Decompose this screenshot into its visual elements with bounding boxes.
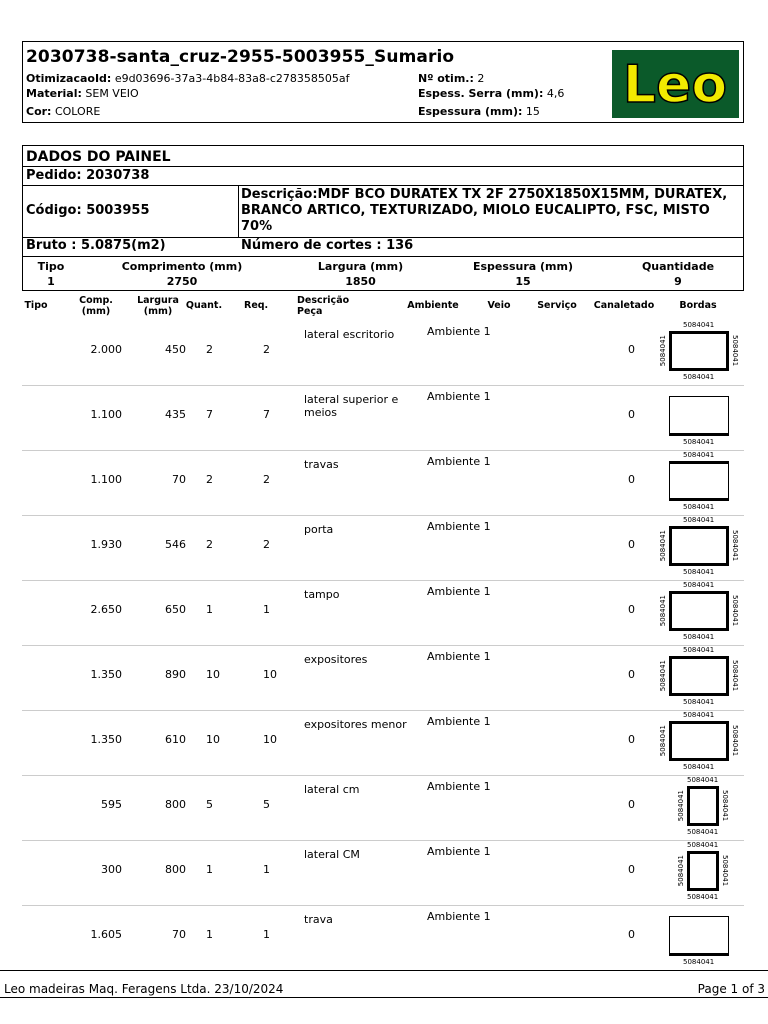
cell-comp: 1.350 — [90, 733, 122, 746]
cell-quant: 10 — [206, 668, 220, 681]
cell-canaletado: 0 — [628, 928, 635, 941]
edge-bottom-label: 5084041 — [683, 958, 715, 966]
divider — [238, 185, 239, 237]
panel-val-esp: 15 — [515, 275, 531, 288]
cell-comp: 2.650 — [90, 603, 122, 616]
cell-descricao: trava — [304, 913, 333, 926]
edge-bottom-label: 5084041 — [687, 828, 719, 836]
edge-right-label: 5084041 — [731, 530, 739, 562]
divider — [23, 185, 743, 186]
cell-req: 1 — [263, 603, 270, 616]
cell-ambiente: Ambiente 1 — [427, 845, 491, 858]
edge-bottom-label: 5084041 — [683, 373, 715, 381]
cell-comp: 595 — [101, 798, 122, 811]
cell-ambiente: Ambiente 1 — [427, 455, 491, 468]
edge-top-label: 5084041 — [683, 646, 715, 654]
cell-canaletado: 0 — [628, 733, 635, 746]
edge-top-label: 5084041 — [683, 321, 715, 329]
edge-banding-diagram — [669, 916, 729, 956]
panel-col-larg: Largura (mm) — [317, 260, 404, 273]
table-row — [22, 516, 744, 581]
cell-req: 1 — [263, 863, 270, 876]
cor-field: Cor: COLORE — [26, 105, 101, 118]
cell-comp: 1.100 — [90, 473, 122, 486]
company-logo — [612, 50, 739, 118]
edge-banding-diagram — [669, 461, 729, 501]
cell-largura: 800 — [165, 863, 186, 876]
cell-ambiente: Ambiente 1 — [427, 780, 491, 793]
notim-field: Nº otim.: 2 — [418, 72, 485, 85]
cell-quant: 1 — [206, 863, 213, 876]
cell-canaletado: 0 — [628, 668, 635, 681]
serra-field: Espess. Serra (mm): 4,6 — [418, 87, 565, 100]
edge-left-label: 5084041 — [659, 335, 667, 367]
cell-largura: 70 — [172, 928, 186, 941]
edge-right-label: 5084041 — [731, 595, 739, 627]
svg-text:Leo: Leo — [622, 55, 728, 115]
th-tipo: Tipo — [24, 300, 48, 311]
cell-descricao: expositores menor — [304, 718, 407, 731]
table-row — [22, 321, 744, 386]
cell-comp: 1.350 — [90, 668, 122, 681]
cell-quant: 2 — [206, 473, 213, 486]
cell-canaletado: 0 — [628, 863, 635, 876]
edge-banding-diagram — [687, 851, 719, 891]
edge-bottom-label: 5084041 — [687, 893, 719, 901]
cell-largura: 610 — [165, 733, 186, 746]
panel-title: DADOS DO PAINEL — [26, 149, 171, 165]
edge-bottom-label: 5084041 — [683, 763, 715, 771]
th-req: Req. — [244, 300, 269, 311]
th-quant: Quant. — [185, 300, 223, 311]
th-descricao: Descrição Peça — [297, 295, 350, 317]
footer-divider — [0, 970, 768, 971]
espessura-field: Espessura (mm): 15 — [418, 105, 540, 118]
codigo: Código: 5003955 — [26, 203, 150, 218]
cell-ambiente: Ambiente 1 — [427, 650, 491, 663]
th-ambiente: Ambiente — [407, 300, 459, 311]
cell-descricao: porta — [304, 523, 334, 536]
cell-largura: 450 — [165, 343, 186, 356]
cell-ambiente: Ambiente 1 — [427, 585, 491, 598]
logo-leo — [612, 50, 739, 118]
th-bordas: Bordas — [679, 300, 717, 311]
edge-left-label: 5084041 — [659, 660, 667, 692]
th-comp: Comp. (mm) — [79, 295, 113, 317]
cell-ambiente: Ambiente 1 — [427, 325, 491, 338]
edge-banding-diagram — [669, 721, 729, 761]
edge-bottom-label: 5084041 — [683, 503, 715, 511]
cell-comp: 1.930 — [90, 538, 122, 551]
th-largura: Largura (mm) — [137, 295, 179, 317]
panel-col-tipo: Tipo — [37, 260, 65, 273]
cell-req: 2 — [263, 343, 270, 356]
cell-req: 1 — [263, 928, 270, 941]
cell-req: 7 — [263, 408, 270, 421]
cell-largura: 650 — [165, 603, 186, 616]
material-field: Material: SEM VEIO — [26, 87, 139, 100]
edge-top-label: 5084041 — [687, 841, 719, 849]
edge-top-label: 5084041 — [683, 711, 715, 719]
cell-descricao: travas — [304, 458, 339, 471]
otimizacao-field: OtimizacaoId: e9d03696-37a3-4b84-83a8-c278358505af — [26, 72, 350, 85]
edge-top-label: 5084041 — [683, 581, 715, 589]
cell-req: 2 — [263, 473, 270, 486]
edge-left-label: 5084041 — [659, 530, 667, 562]
edge-right-label: 5084041 — [721, 790, 729, 822]
panel-col-qtd: Quantidade — [641, 260, 715, 273]
cell-canaletado: 0 — [628, 798, 635, 811]
edge-right-label: 5084041 — [731, 725, 739, 757]
cell-canaletado: 0 — [628, 343, 635, 356]
cell-quant: 1 — [206, 603, 213, 616]
cell-largura: 70 — [172, 473, 186, 486]
cell-descricao: tampo — [304, 588, 340, 601]
cell-largura: 435 — [165, 408, 186, 421]
cell-descricao: lateral escritorio — [304, 328, 395, 341]
bruto: Bruto : 5.0875(m2) — [26, 238, 166, 253]
cell-req: 5 — [263, 798, 270, 811]
divider — [23, 166, 743, 167]
edge-left-label: 5084041 — [677, 790, 685, 822]
th-veio: Veio — [487, 300, 511, 311]
cell-req: 2 — [263, 538, 270, 551]
table-row — [22, 386, 744, 451]
edge-left-label: 5084041 — [659, 595, 667, 627]
table-row — [22, 776, 744, 841]
table-row — [22, 451, 744, 516]
edge-bottom-label: 5084041 — [683, 568, 715, 576]
panel-val-comp: 2750 — [166, 275, 198, 288]
edge-top-label: 5084041 — [683, 516, 715, 524]
cell-req: 10 — [263, 668, 277, 681]
th-canaletado: Canaletado — [593, 300, 655, 311]
report-header — [22, 41, 744, 123]
cell-comp: 2.000 — [90, 343, 122, 356]
edge-banding-diagram — [669, 591, 729, 631]
panel-data — [22, 145, 744, 291]
divider — [23, 256, 743, 257]
cell-canaletado: 0 — [628, 473, 635, 486]
table-row — [22, 841, 744, 906]
edge-left-label: 5084041 — [677, 855, 685, 887]
cell-canaletado: 0 — [628, 603, 635, 616]
cell-largura: 546 — [165, 538, 186, 551]
cell-quant: 2 — [206, 343, 213, 356]
footer-divider — [0, 997, 768, 998]
cell-canaletado: 0 — [628, 538, 635, 551]
edge-banding-diagram — [669, 526, 729, 566]
panel-col-comp: Comprimento (mm) — [121, 260, 243, 273]
cell-ambiente: Ambiente 1 — [427, 390, 491, 403]
cell-req: 10 — [263, 733, 277, 746]
footer-company: Leo madeiras Maq. Feragens Ltda. 23/10/2024 — [4, 982, 284, 996]
edge-top-label: 5084041 — [687, 776, 719, 784]
cell-largura: 890 — [165, 668, 186, 681]
cell-descricao: lateral CM — [304, 848, 360, 861]
cell-comp: 1.100 — [90, 408, 122, 421]
cell-comp: 1.605 — [90, 928, 122, 941]
cell-ambiente: Ambiente 1 — [427, 520, 491, 533]
edge-banding-diagram — [669, 331, 729, 371]
table-row — [22, 711, 744, 776]
cell-quant: 2 — [206, 538, 213, 551]
cell-canaletado: 0 — [628, 408, 635, 421]
report-title: 2030738-santa_cruz-2955-5003955_Sumario — [26, 47, 455, 67]
edge-bottom-label: 5084041 — [683, 438, 715, 446]
descricao: Descrição:MDF BCO DURATEX TX 2F 2750X1850X15MM, DURATEX, BRANCO ARTICO, TEXTURIZADO, MIOLO EUCALIPTO, FSC, MISTO 70% — [241, 187, 728, 234]
cell-descricao: lateral superior e meios — [304, 393, 399, 419]
th-servico: Serviço — [537, 300, 577, 311]
edge-banding-diagram — [687, 786, 719, 826]
cell-quant: 5 — [206, 798, 213, 811]
numero-cortes: Número de cortes : 136 — [241, 238, 414, 253]
table-row — [22, 906, 744, 971]
cell-descricao: expositores — [304, 653, 368, 666]
cell-descricao: lateral cm — [304, 783, 360, 796]
table-row — [22, 646, 744, 711]
edge-banding-diagram — [669, 656, 729, 696]
cell-ambiente: Ambiente 1 — [427, 715, 491, 728]
panel-val-qtd: 9 — [674, 275, 682, 288]
edge-bottom-label: 5084041 — [683, 698, 715, 706]
cell-ambiente: Ambiente 1 — [427, 910, 491, 923]
edge-right-label: 5084041 — [731, 660, 739, 692]
cell-comp: 300 — [101, 863, 122, 876]
edge-top-label: 5084041 — [683, 451, 715, 459]
panel-col-esp: Espessura (mm) — [473, 260, 573, 273]
edge-bottom-label: 5084041 — [683, 633, 715, 641]
pedido: Pedido: 2030738 — [26, 168, 150, 183]
page-number: Page 1 of 3 — [697, 982, 765, 996]
cell-largura: 800 — [165, 798, 186, 811]
edge-right-label: 5084041 — [731, 335, 739, 367]
edge-banding-diagram — [669, 396, 729, 436]
edge-right-label: 5084041 — [721, 855, 729, 887]
cell-quant: 1 — [206, 928, 213, 941]
panel-val-larg: 1850 — [345, 275, 376, 288]
panel-val-tipo: 1 — [47, 275, 55, 288]
table-row — [22, 581, 744, 646]
cell-quant: 10 — [206, 733, 220, 746]
cell-quant: 7 — [206, 408, 213, 421]
edge-left-label: 5084041 — [659, 725, 667, 757]
